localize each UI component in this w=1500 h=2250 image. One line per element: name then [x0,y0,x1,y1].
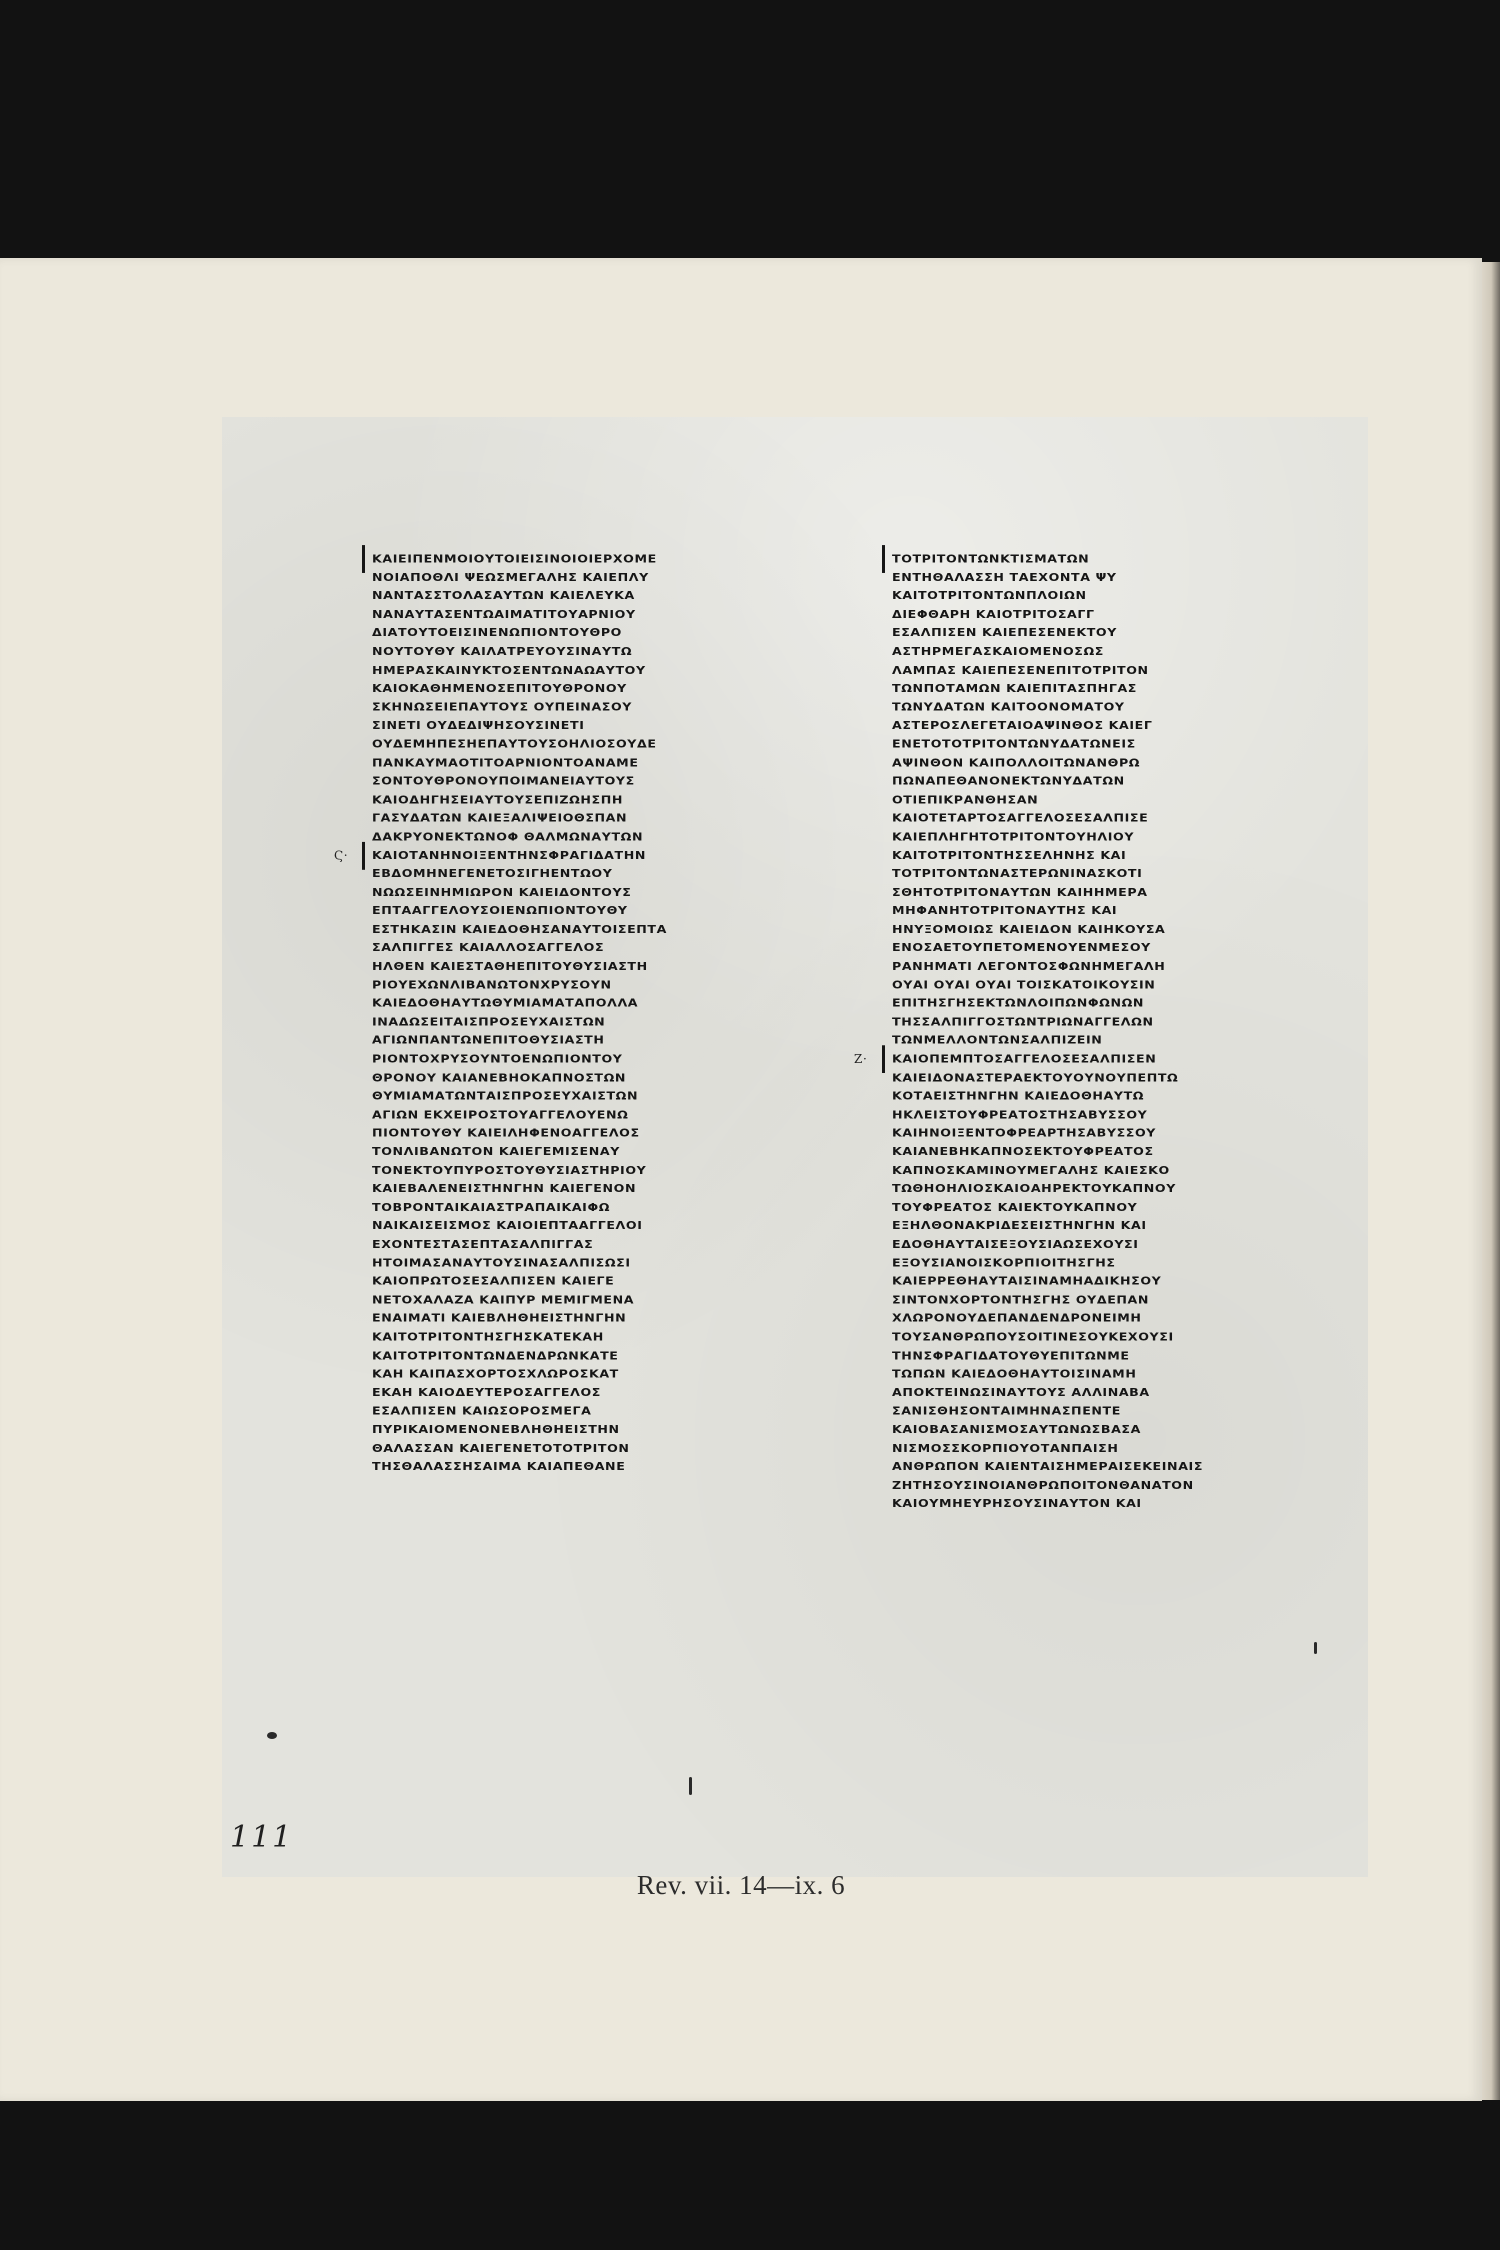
manuscript-line: ΕΚΑΗ ΚΑΙΟΔΕΥΤΕΡΟΣΑΓΓΕΛΟΣ [372,1386,601,1399]
manuscript-line: ΣΑΛΠΙΓΓΕΣ ΚΑΙΑΛΛΟΣΑΓΓΕΛΟΣ [372,941,605,954]
manuscript-line: ΣΘΗΤΟΤΡΙΤΟΝΑΥΤΩΝ ΚΑΙΗΗΜΕΡΑ [892,885,1148,899]
manuscript-line: ΚΑΙΤΟΤΡΙΤΟΝΤΗΣΓΗΣΚΑΤΕΚΑΗ [372,1330,604,1343]
manuscript-line: ΗΤΟΙΜΑΣΑΝΑΥΤΟΥΣΙΝΑΣΑΛΠΙΣΩΣΙ [372,1256,631,1269]
manuscript-line: ΑΝΘΡΩΠΟΝ ΚΑΙΕΝΤΑΙΣΗΜΕΡΑΙΣΕΚΕΙΝΑΙΣ [892,1460,1204,1473]
manuscript-line: ΣΑΝΙΣΘΗΣΟΝΤΑΙΜΗΝΑΣΠΕΝΤΕ [892,1404,1121,1417]
book-page [0,258,1482,2101]
folio-mark: 111 [230,1820,294,1855]
plate-caption: Rev. vii. 14—ix. 6 [636,1870,846,1900]
manuscript-line: ΘΑΛΑΣΣΑΝ ΚΑΙΕΓΕΝΕΤΟΤΟΤΡΙΤΟΝ [372,1441,630,1455]
manuscript-line: ΚΑΙΑΝΕΒΗΚΑΠΝΟΣΕΚΤΟΥΦΡΕΑΤΟΣ [892,1145,1154,1158]
section-marker: Ζ· [854,1052,868,1067]
manuscript-line: ΤΟΒΡΟΝΤΑΙΚΑΙΑΣΤΡΑΠΑΙΚΑΙΦΩ [372,1200,611,1214]
manuscript-line: ΚΑΙΕΙΔΟΝΑΣΤΕΡΑΕΚΤΟΥΟΥΝΟΥΠΕΠΤΩ [892,1071,1179,1084]
manuscript-line: ΛΑΜΠΑΣ ΚΑΙΕΠΕΣΕΝΕΠΙΤΟΤΡΙΤΟΝ [892,663,1149,676]
manuscript-line: ΑΣΤΗΡΜΕΓΑΣΚΑΙΟΜΕΝΟΣΩΣ [892,645,1105,658]
manuscript-line: ΝΑΙΚΑΙΣΕΙΣΜΟΣ ΚΑΙΟΙΕΠΤΑΑΓΓΕΛΟΙ [372,1219,643,1232]
manuscript-line: ΚΑΗ ΚΑΙΠΑΣΧΟΡΤΟΣΧΛΩΡΟΣΚΑΤ [372,1367,619,1380]
manuscript-line: ΕΝΤΗΘΑΛΑΣΣΗ ΤΑΕΧΟΝΤΑ ΨΥ [892,570,1117,584]
manuscript-line: ΚΑΙΕΠΛΗΓΗΤΟΤΡΙΤΟΝΤΟΥΗΛΙΟΥ [892,830,1135,843]
manuscript-line: ΚΑΙΟΤΑΝΗΝΟΙΞΕΝΤΗΝΣΦΡΑΓΙΔΑΤΗΝ [372,848,646,862]
manuscript-line: ΝΟΙΑΠΟΘΛΙ ΨΕΩΣΜΕΓΑΛΗΣ ΚΑΙΕΠΛΥ [372,570,649,584]
manuscript-line: ΚΟΤΑΕΙΣΤΗΝΓΗΝ ΚΑΙΕΔΟΘΗΑΥΤΩ [892,1089,1145,1103]
manuscript-line: ΚΑΠΝΟΣΚΑΜΙΝΟΥΜΕΓΑΛΗΣ ΚΑΙΕΣΚΟ [892,1163,1170,1177]
ink-speck [1314,1642,1317,1654]
manuscript-line: ΤΗΣΘΑΛΑΣΣΗΣΑΙΜΑ ΚΑΙΑΠΕΘΑΝΕ [372,1460,626,1473]
manuscript-line: ΤΟΥΦΡΕΑΤΟΣ ΚΑΙΕΚΤΟΥΚΑΠΝΟΥ [892,1200,1138,1214]
manuscript-line: ΑΓΙΩΝ ΕΚΧΕΙΡΟΣΤΟΥΑΓΓΕΛΟΥΕΝΩ [372,1108,629,1121]
manuscript-line: ΤΗΣΣΑΛΠΙΓΓΟΣΤΩΝΤΡΙΩΝΑΓΓΕΛΩΝ [892,1015,1154,1028]
manuscript-facsimile-plate [222,417,1368,1877]
manuscript-line: ΗΝΥΞΟΜΟΙΩΣ ΚΑΙΕΙΔΟΝ ΚΑΙΗΚΟΥΣΑ [892,922,1166,936]
manuscript-line: ΘΡΟΝΟΥ ΚΑΙΑΝΕΒΗΟΚΑΠΝΟΣΤΩΝ [372,1071,627,1084]
manuscript-line: ΑΨΙΝΘΟΝ ΚΑΙΠΟΛΛΟΙΤΩΝΑΝΘΡΩ [892,756,1141,769]
manuscript-line: ΡΙΟΥΕΧΩΝΛΙΒΑΝΩΤΟΝΧΡΥΣΟΥΝ [372,978,612,991]
manuscript-line: ΡΙΟΝΤΟΧΡΥΣΟΥΝΤΟΕΝΩΠΙΟΝΤΟΥ [372,1052,623,1065]
manuscript-line: ΕΣΑΛΠΙΣΕΝ ΚΑΙΕΠΕΣΕΝΕΚΤΟΥ [892,626,1117,639]
manuscript-line: ΔΙΑΤΟΥΤΟΕΙΣΙΝΕΝΩΠΙΟΝΤΟΥΘΡΟ [372,626,622,639]
manuscript-line: ΝΑΝΑΥΤΑΣΕΝΤΩΑΙΜΑΤΙΤΟΥΑΡΝΙΟΥ [372,608,636,621]
manuscript-line: ΚΑΙΟΒΑΣΑΝΙΣΜΟΣΑΥΤΩΝΩΣΒΑΣΑ [892,1423,1141,1436]
manuscript-line: ΝΑΝΤΑΣΣΤΟΛΑΣΑΥΤΩΝ ΚΑΙΕΛΕΥΚΑ [372,589,635,602]
manuscript-line: ΚΑΙΤΟΤΡΙΤΟΝΤΩΝΠΛΟΙΩΝ [892,589,1087,602]
manuscript-line: ΕΞΗΛΘΟΝΑΚΡΙΔΕΣΕΙΣΤΗΝΓΗΝ ΚΑΙ [892,1219,1147,1232]
manuscript-line: ΗΛΘΕΝ ΚΑΙΕΣΤΑΘΗΕΠΙΤΟΥΘΥΣΙΑΣΤΗ [372,960,648,973]
paragraph-bracket [362,545,365,573]
manuscript-line: ΤΟΥΣΑΝΘΡΩΠΟΥΣΟΙΤΙΝΕΣΟΥΚΕΧΟΥΣΙ [892,1330,1174,1343]
paragraph-bracket [362,842,365,870]
manuscript-line: ΖΗΤΗΣΟΥΣΙΝΟΙΑΝΘΡΩΠΟΙΤΟΝΘΑΝΑΤΟΝ [892,1478,1194,1492]
manuscript-line: ΤΟΤΡΙΤΟΝΤΩΝΚΤΙΣΜΑΤΩΝ [892,552,1090,565]
manuscript-line: ΤΟΝΛΙΒΑΝΩΤΟΝ ΚΑΙΕΓΕΜΙΣΕΝΑΥ [372,1145,620,1158]
manuscript-line: ΕΒΔΟΜΗΝΕΓΕΝΕΤΟΣΙΓΗΕΝΤΩΟΥ [372,867,613,880]
manuscript-line: ΤΗΝΣΦΡΑΓΙΔΑΤΟΥΘΥΕΠΙΤΩΝΜΕ [892,1349,1130,1362]
manuscript-line: ΕΠΙΤΗΣΓΗΣΕΚΤΩΝΛΟΙΠΩΝΦΩΝΩΝ [892,997,1145,1010]
section-marker: Ϛ· [334,848,349,863]
manuscript-line: ΑΓΙΩΝΠΑΝΤΩΝΕΠΙΤΟΘΥΣΙΑΣΤΗ [372,1034,605,1047]
manuscript-line: ΚΑΙΤΟΤΡΙΤΟΝΤΗΣΣΕΛΗΝΗΣ ΚΑΙ [892,848,1127,862]
manuscript-line: ΚΑΙΟΤΕΤΑΡΤΟΣΑΓΓΕΛΟΣΕΣΑΛΠΙΣΕ [892,811,1149,825]
manuscript-line: ΔΑΚΡΥΟΝΕΚΤΩΝΟΦ ΘΑΛΜΩΝΑΥΤΩΝ [372,830,644,843]
manuscript-line: ΕΝΕΤΟΤΟΤΡΙΤΟΝΤΩΝΥΔΑΤΩΝΕΙΣ [892,737,1136,751]
manuscript-line: ΠΑΝΚΑΥΜΑΟΤΙΤΟΑΡΝΙΟΝΤΟΑΝΑΜΕ [372,756,639,769]
manuscript-line: ΡΑΝΗΜΑΤΙ ΛΕΓΟΝΤΟΣΦΩΝΗΜΕΓΑΛΗ [892,960,1166,973]
manuscript-line: ΠΥΡΙΚΑΙΟΜΕΝΟΝΕΒΛΗΘΗΕΙΣΤΗΝ [372,1423,620,1436]
manuscript-line: ΤΟΝΕΚΤΟΥΠΥΡΟΣΤΟΥΘΥΣΙΑΣΤΗΡΙΟΥ [372,1163,647,1177]
manuscript-line: ΟΥΔΕΜΗΠΕΣΗΕΠΑΥΤΟΥΣΟΗΛΙΟΣΟΥΔΕ [372,737,657,751]
manuscript-line: ΟΥΑΙ ΟΥΑΙ ΟΥΑΙ ΤΟΙΣΚΑΤΟΙΚΟΥΣΙΝ [892,978,1156,991]
manuscript-line: ΚΑΙΕΡΡΕΘΗΑΥΤΑΙΣΙΝΑΜΗΑΔΙΚΗΣΟΥ [892,1275,1162,1288]
manuscript-line: ΚΑΙΤΟΤΡΙΤΟΝΤΩΝΔΕΝΔΡΩΝΚΑΤΕ [372,1349,619,1362]
manuscript-line: ΝΩΩΣΕΙΝΗΜΙΩΡΟΝ ΚΑΙΕΙΔΟΝΤΟΥΣ [372,885,632,899]
manuscript-line: ΕΔΟΘΗΑΥΤΑΙΣΕΞΟΥΣΙΑΩΣΕΧΟΥΣΙ [892,1237,1139,1251]
manuscript-line: ΚΑΙΕΒΑΛΕΝΕΙΣΤΗΝΓΗΝ ΚΑΙΕΓΕΝΟΝ [372,1182,637,1195]
manuscript-line: ΙΝΑΔΩΣΕΙΤΑΙΣΠΡΟΣΕΥΧΑΙΣΤΩΝ [372,1015,606,1028]
manuscript-line: ΚΑΙΕΔΟΘΗΑΥΤΩΘΥΜΙΑΜΑΤΑΠΟΛΛΑ [372,997,639,1010]
manuscript-line: ΑΠΟΚΤΕΙΝΩΣΙΝΑΥΤΟΥΣ ΑΛΛΙΝΑΒΑ [892,1386,1150,1399]
manuscript-line: ΚΑΙΗΝΟΙΞΕΝΤΟΦΡΕΑΡΤΗΣΑΒΥΣΣΟΥ [892,1126,1157,1140]
manuscript-line: ΕΧΟΝΤΕΣΤΑΣΕΠΤΑΣΑΛΠΙΓΓΑΣ [372,1237,594,1251]
manuscript-line: ΑΣΤΕΡΟΣΛΕΓΕΤΑΙΟΑΨΙΝΘΟΣ ΚΑΙΕΓ [892,719,1153,732]
manuscript-line: ΕΞΟΥΣΙΑΝΟΙΣΚΟΡΠΙΟΙΤΗΣΓΗΣ [892,1256,1116,1269]
manuscript-line: ΤΩΘΗΟΗΛΙΟΣΚΑΙΟΑΗΡΕΚΤΟΥΚΑΠΝΟΥ [892,1182,1176,1195]
manuscript-line: ΔΙΕΦΘΑΡΗ ΚΑΙΟΤΡΙΤΟΣΑΓΓ [892,608,1095,621]
manuscript-line: ΓΑΣΥΔΑΤΩΝ ΚΑΙΕΞΑΛΙΨΕΙΟΘΣΠΑΝ [372,811,628,825]
manuscript-line: ΚΑΙΟΔΗΓΗΣΕΙΑΥΤΟΥΣΕΠΙΖΩΗΣΠΗ [372,793,624,806]
manuscript-line: ΝΕΤΟΧΑΛΑΖΑ ΚΑΙΠΥΡ ΜΕΜΙΓΜΕΝΑ [372,1293,635,1306]
manuscript-line: ΗΜΕΡΑΣΚΑΙΝΥΚΤΟΣΕΝΤΩΝΑΩΑΥΤΟΥ [372,663,646,676]
manuscript-column-right [854,550,1337,1513]
manuscript-line: ΜΗΦΑΝΗΤΟΤΡΙΤΟΝΑΥΤΗΣ ΚΑΙ [892,904,1118,917]
manuscript-line: ΕΠΤΑΑΓΓΕΛΟΥΣΟΙΕΝΩΠΙΟΝΤΟΥΘΥ [372,904,628,917]
manuscript-line: ΕΝΟΣΑΕΤΟΥΠΕΤΟΜΕΝΟΥΕΝΜΕΣΟΥ [892,941,1151,954]
manuscript-line: ΚΑΙΟΠΡΩΤΟΣΕΣΑΛΠΙΣΕΝ ΚΑΙΕΓΕ [372,1275,615,1288]
manuscript-line: ΗΚΛΕΙΣΤΟΥΦΡΕΑΤΟΣΤΗΣΑΒΥΣΣΟΥ [892,1108,1148,1121]
paragraph-bracket [882,1045,885,1073]
manuscript-column-left [334,550,817,1476]
manuscript-line: ΚΑΙΟΥΜΗΕΥΡΗΣΟΥΣΙΝΑΥΤΟΝ ΚΑΙ [892,1497,1142,1510]
manuscript-line: ΚΑΙΕΙΠΕΝΜΟΙΟΥΤΟΙΕΙΣΙΝΟΙΟΙΕΡΧΟΜΕ [372,552,657,565]
paragraph-bracket [882,545,885,573]
manuscript-line: ΝΟΥΤΟΥΘΥ ΚΑΙΛΑΤΡΕΥΟΥΣΙΝΑΥΤΩ [372,645,633,658]
manuscript-line: ΣΚΗΝΩΣΕΙΕΠΑΥΤΟΥΣ ΟΥΠΕΙΝΑΣΟΥ [372,700,633,713]
manuscript-line: ΧΛΩΡΟΝΟΥΔΕΠΑΝΔΕΝΔΡΟΝΕΙΜΗ [892,1312,1142,1325]
manuscript-line: ΘΥΜΙΑΜΑΤΩΝΤΑΙΣΠΡΟΣΕΥΧΑΙΣΤΩΝ [372,1089,639,1103]
manuscript-line: ΚΑΙΟΚΑΘΗΜΕΝΟΣΕΠΙΤΟΥΘΡΟΝΟΥ [372,682,627,695]
manuscript-line: ΕΣΑΛΠΙΣΕΝ ΚΑΙΩΣΟΡΟΣΜΕΓΑ [372,1404,592,1417]
manuscript-line: ΟΤΙΕΠΙΚΡΑΝΘΗΣΑΝ [892,793,1039,806]
manuscript-line: ΕΝΑΙΜΑΤΙ ΚΑΙΕΒΛΗΘΗΕΙΣΤΗΝΓΗΝ [372,1312,627,1325]
manuscript-line: ΕΣΤΗΚΑΣΙΝ ΚΑΙΕΔΟΘΗΣΑΝΑΥΤΟΙΣΕΠΤΑ [372,922,667,936]
manuscript-line: ΤΟΤΡΙΤΟΝΤΩΝΑΣΤΕΡΩΝΙΝΑΣΚΟΤΙ [892,867,1143,880]
manuscript-line: ΚΑΙΟΠΕΜΠΤΟΣΑΓΓΕΛΟΣΕΣΑΛΠΙΣΕΝ [892,1052,1157,1065]
manuscript-line: ΠΩΝΑΠΕΘΑΝΟΝΕΚΤΩΝΥΔΑΤΩΝ [892,774,1125,788]
manuscript-line: ΝΙΣΜΟΣΣΚΟΡΠΙΟΥΟΤΑΝΠΑΙΣΗ [892,1441,1119,1455]
manuscript-line: ΣΙΝΕΤΙ ΟΥΔΕΔΙΨΗΣΟΥΣΙΝΕΤΙ [372,719,585,732]
manuscript-line: ΤΩΝΥΔΑΤΩΝ ΚΑΙΤΟΟΝΟΜΑΤΟΥ [892,700,1125,713]
ink-speck [267,1732,277,1739]
manuscript-line: ΤΩΝΠΟΤΑΜΩΝ ΚΑΙΕΠΙΤΑΣΠΗΓΑΣ [892,682,1137,695]
ink-speck [689,1777,692,1795]
manuscript-line: ΠΙΟΝΤΟΥΘΥ ΚΑΙΕΙΛΗΦΕΝΟΑΓΓΕΛΟΣ [372,1126,640,1140]
manuscript-line: ΣΟΝΤΟΥΘΡΟΝΟΥΠΟΙΜΑΝΕΙΑΥΤΟΥΣ [372,774,635,788]
manuscript-line: ΤΩΝΜΕΛΛΟΝΤΩΝΣΑΛΠΙΖΕΙΝ [892,1034,1103,1047]
manuscript-line: ΤΩΠΩΝ ΚΑΙΕΔΟΘΗΑΥΤΟΙΣΙΝΑΜΗ [892,1367,1137,1380]
manuscript-line: ΣΙΝΤΟΝΧΟΡΤΟΝΤΗΣΓΗΣ ΟΥΔΕΠΑΝ [892,1293,1150,1306]
